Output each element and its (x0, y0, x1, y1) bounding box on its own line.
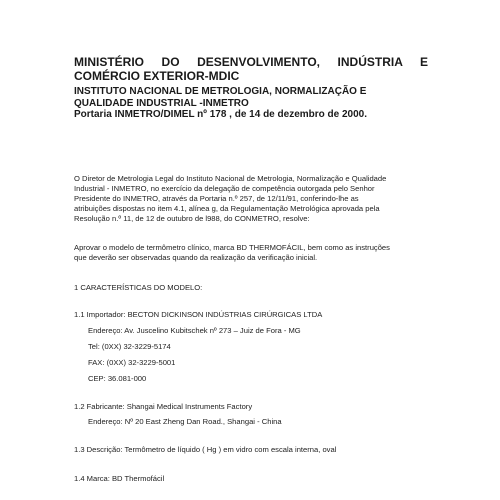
importer-name: 1.1 Importador: BECTON DICKINSON INDÚSTRIAS CIRÚRGICAS LTDA (74, 310, 323, 319)
section-title: 1 CARACTERÍSTICAS DO MODELO: (74, 283, 203, 292)
preamble-line: Presidente do INMETRO, através da Portaria n.º 257, de 12/11/91, conferindo-lhe as (74, 194, 359, 203)
preamble-line: Industrial - INMETRO, no exercício da delegação de competência outorgada pelo Senhor (74, 184, 375, 193)
preamble-line: Resolução n.º 11, de 12 de outubro de l988, do CONMETRO, resolve: (74, 214, 310, 223)
model-description: 1.3 Descrição: Termômetro de líquido ( Hg ) em vidro com escala interna, oval (74, 445, 337, 454)
institute-heading-continued: QUALIDADE INDUSTRIAL -INMETRO (74, 98, 249, 109)
importer-cep: CEP: 36.081-000 (88, 374, 147, 383)
importer-address: Endereço: Av. Juscelino Kubitschek nº 273 – Juiz de Fora - MG (88, 326, 301, 335)
institute-heading: INSTITUTO NACIONAL DE METROLOGIA, NORMALIZAÇÃO E (74, 86, 367, 97)
preamble-line: O Diretor de Metrologia Legal do Instituto Nacional de Metrologia, Normalização e Qualidade (74, 174, 387, 183)
importer-fax: FAX: (0XX) 32-3229-5001 (88, 358, 176, 367)
ministry-heading-continued: COMÉRCIO EXTERIOR-MDIC (74, 69, 240, 83)
manufacturer-address: Endereço: Nº 20 East Zheng Dan Road., Shangai - China (88, 417, 282, 426)
model-brand: 1.4 Marca: BD Thermofácil (74, 474, 165, 483)
approval-line: que deverão ser observadas quando da realização da verificação inicial. (74, 253, 318, 262)
ministry-heading: MINISTÉRIO DO DESENVOLVIMENTO, INDÚSTRIA E (74, 55, 428, 69)
manufacturer-name: 1.2 Fabricante: Shangai Medical Instruments Factory (74, 402, 253, 411)
preamble-line: atribuições dispostas no item 4.1, alínea g, da Regulamentação Metrológica aprovada pela (74, 204, 380, 213)
approval-line: Aprovar o modelo de termômetro clínico, marca BD THERMOFÁCIL, bem como as instruções (74, 243, 390, 252)
importer-phone: Tel: (0XX) 32-3229-5174 (88, 342, 171, 351)
ordinance-title: Portaria INMETRO/DIMEL nº 178 , de 14 de dezembro de 2000. (74, 109, 368, 120)
